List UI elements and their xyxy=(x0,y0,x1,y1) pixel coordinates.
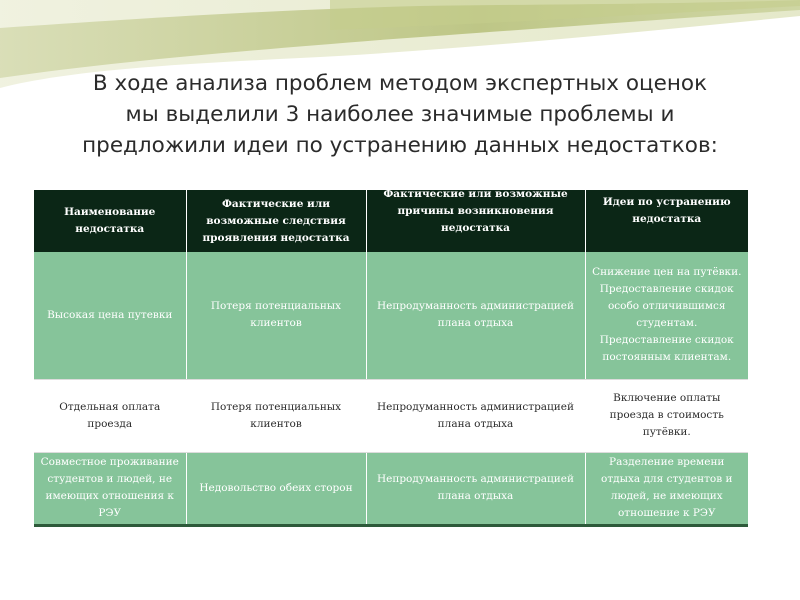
table-cell: Потеря потенциальных клиентов xyxy=(186,252,366,379)
table-cell: Потеря потенциальных клиентов xyxy=(186,379,366,452)
table-row xyxy=(34,379,748,452)
slide-title xyxy=(40,68,760,161)
table-cell: Высокая цена путевки xyxy=(34,252,186,379)
table-cell: Включение оплаты проезда в стоимость путёвки. xyxy=(585,379,748,452)
title-line-1: В ходе анализа проблем методом экспертных оценок xyxy=(92,71,708,96)
table-cell: Непродуманность администрацией плана отдыха xyxy=(366,452,585,525)
table-cell: Разделение времени отдыха для студентов и людей, не имеющих отношение к РЭУ xyxy=(585,452,748,525)
problems-table xyxy=(34,187,748,527)
header-cell: Идеи по устранению недостатка xyxy=(602,196,731,225)
table-row xyxy=(34,252,748,379)
header-cell: Фактические или возможные следствия проявления недостатка xyxy=(186,190,366,252)
header-cell: Наименование недостатка xyxy=(34,190,186,252)
title-line-2: мы выделили 3 наиболее значимые проблемы и xyxy=(125,102,675,127)
table-cell: Снижение цен на путёвки. Предоставление скидок особо отличившимся студентам. Предоставление скидок постоянным клиентам. xyxy=(585,252,748,379)
table-cell: Непродуманность администрацией плана отдыха xyxy=(366,379,585,452)
table-cell: Непродуманность администрацией плана отдыха xyxy=(366,252,585,379)
table-cell: Отдельная оплата проезда xyxy=(34,379,186,452)
header-cell: Фактические или возможные причины возникновения недостатка xyxy=(366,190,585,252)
table-row xyxy=(34,452,748,525)
table-cell: Недовольство обеих сторон xyxy=(186,452,366,525)
table-header-row xyxy=(34,190,748,252)
table-cell: Совместное проживание студентов и людей, не имеющих отношения к РЭУ xyxy=(34,452,186,525)
title-line-3: предложили идеи по устранению данных недостатков: xyxy=(82,133,718,158)
